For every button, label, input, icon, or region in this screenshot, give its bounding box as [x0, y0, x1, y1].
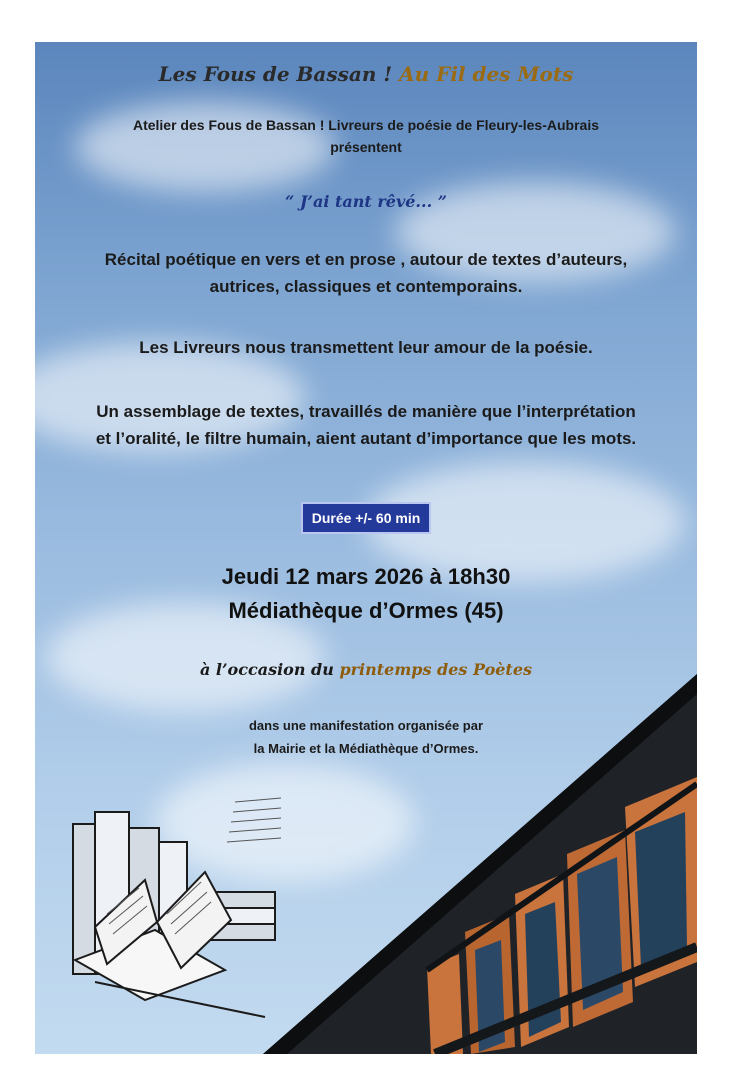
duration-badge-wrap — [35, 502, 697, 534]
occasion-highlight: printemps des Poètes — [339, 660, 533, 679]
description-line: Un assemblage de textes, travaillés de manière que l’interprétation — [96, 402, 636, 421]
description-livreurs: Les Livreurs nous transmettent leur amour de la poésie. — [139, 338, 593, 357]
duration-badge: Durée +/- 60 min — [301, 502, 432, 534]
event-place: Médiathèque d’Ormes (45) — [228, 598, 504, 623]
occasion-line — [35, 660, 697, 679]
header-title — [35, 62, 697, 86]
description-line: et l’oralité, le filtre humain, aient autant d’importance que les mots. — [95, 429, 637, 448]
description-line: autrices, classiques et contemporains. — [209, 277, 523, 296]
header-title-part1: Les Fous de Bassan ! — [158, 62, 400, 86]
description-assemblage — [35, 398, 697, 452]
occasion-prefix: à l’occasion du — [199, 660, 340, 679]
event-date: Jeudi 12 mars 2026 à 18h30 — [221, 564, 511, 589]
organisation-block — [35, 714, 697, 760]
quote-title: “ J’ai tant rêvé... ” — [285, 192, 447, 211]
organisation-line: la Mairie et la Médiathèque d’Ormes. — [253, 741, 479, 756]
organizer-line: présentent — [330, 139, 402, 155]
organizer-line: Atelier des Fous de Bassan ! Livreurs de poésie de Fleury-les-Aubrais — [132, 117, 600, 133]
organisation-line: dans une manifestation organisée par — [248, 718, 484, 733]
description-recital — [35, 246, 697, 300]
poster — [35, 42, 697, 1054]
header-title-part2: Au Fil des Mots — [399, 62, 574, 86]
event-info — [35, 560, 697, 628]
organizer-block — [35, 114, 697, 158]
description-line: Récital poétique en vers et en prose , autour de textes d’auteurs, — [104, 250, 628, 269]
